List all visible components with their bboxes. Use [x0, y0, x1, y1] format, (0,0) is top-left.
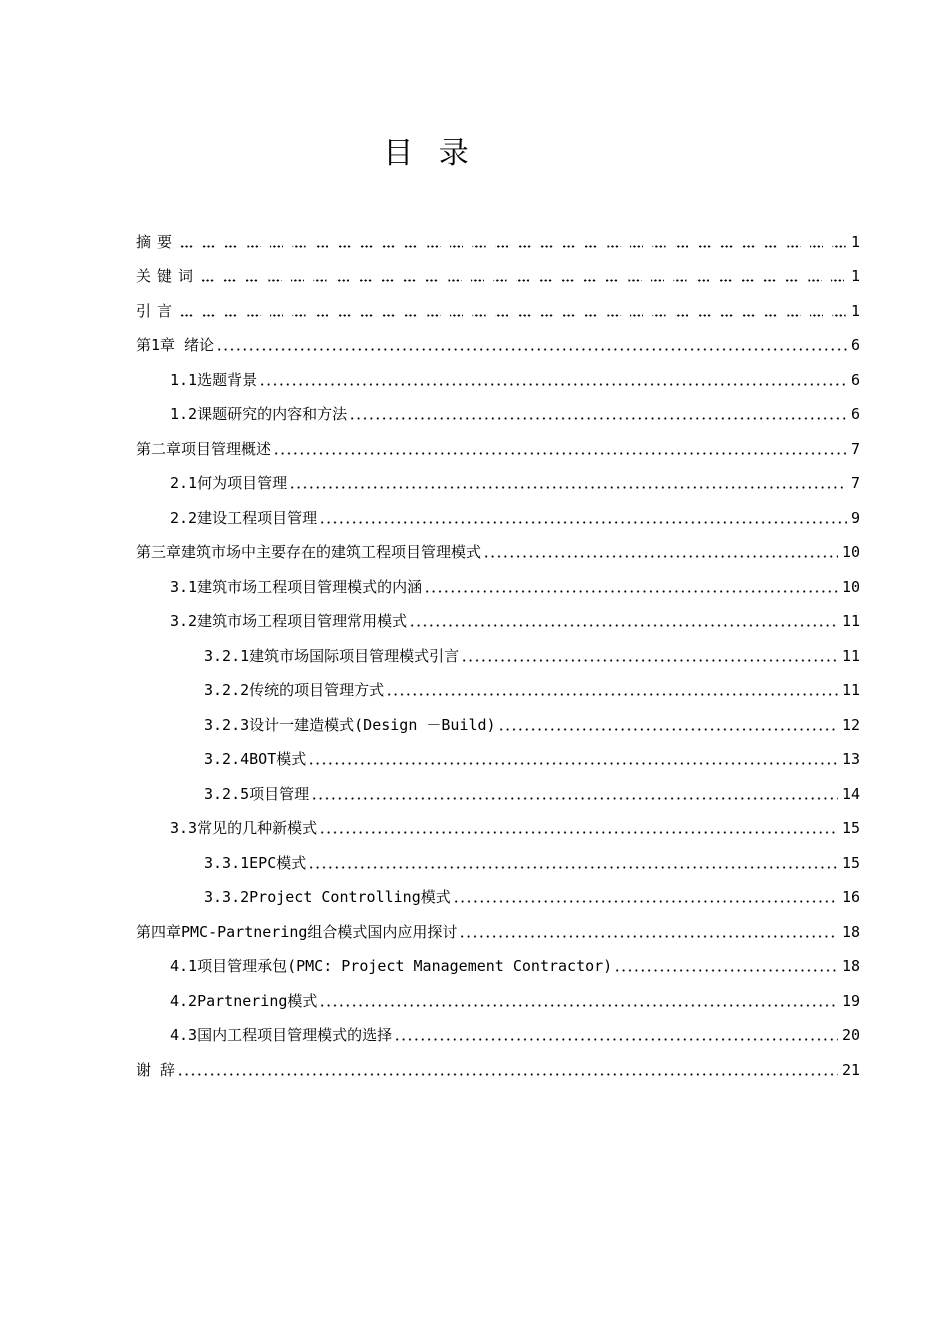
toc-dot-leader — [614, 969, 838, 972]
toc-entry-page: 20 — [841, 1026, 860, 1044]
toc-entry-label: 4.2Partnering模式 — [170, 991, 318, 1010]
toc-dot-leader — [180, 314, 847, 317]
toc-entry-label: 3.2.4BOT模式 — [204, 750, 307, 768]
toc-dot-leader — [259, 383, 847, 386]
toc-dot-leader — [308, 866, 838, 869]
toc-dot-leader — [308, 762, 838, 765]
toc-dot-leader — [394, 1038, 838, 1041]
toc-entry-label: 第二章项目管理概述 — [136, 439, 272, 458]
toc-dot-leader — [177, 1073, 838, 1076]
toc-entry-label: 2.2建设工程项目管理 — [170, 508, 318, 527]
toc-entry-label: 引言 — [136, 301, 179, 320]
toc-entry-section-3-2-5[interactable] — [136, 771, 860, 806]
toc-entry-section-3-2-4[interactable] — [136, 737, 860, 772]
toc-entry-section-3-3-1[interactable] — [136, 840, 860, 875]
toc-entry-chapter-3[interactable] — [136, 530, 860, 565]
toc-entry-label: 4.3国内工程项目管理模式的选择 — [170, 1026, 393, 1044]
toc-entry-label: 谢 辞 — [136, 1060, 176, 1079]
toc-dot-leader — [498, 728, 838, 731]
toc-dot-leader — [453, 900, 838, 903]
toc-entry-page: 1 — [850, 267, 860, 285]
toc-entry-page: 7 — [850, 474, 860, 492]
toc-entry-page: 10 — [841, 577, 860, 596]
toc-entry-section-3-1[interactable] — [136, 564, 860, 599]
toc-dot-leader — [216, 348, 847, 351]
toc-entry-page: 16 — [841, 888, 860, 906]
toc-dot-leader — [319, 1004, 838, 1007]
toc-entry-label: 3.2.1建筑市场国际项目管理模式引言 — [204, 646, 460, 665]
toc-entry-label: 关键词 — [136, 267, 200, 285]
toc-dot-leader — [409, 624, 838, 627]
toc-entry-section-3-3[interactable] — [136, 806, 860, 841]
toc-entry-introduction[interactable] — [136, 288, 860, 323]
toc-dot-leader — [319, 831, 838, 834]
toc-dot-leader — [483, 555, 838, 558]
toc-entry-page: 15 — [841, 853, 860, 872]
toc-entry-section-3-2-1[interactable] — [136, 633, 860, 668]
toc-dot-leader — [424, 590, 838, 593]
toc-entry-page: 18 — [841, 957, 860, 975]
toc-entry-label: 2.1何为项目管理 — [170, 474, 288, 492]
toc-entry-page: 18 — [841, 922, 860, 941]
toc-entry-section-4-3[interactable] — [136, 1013, 860, 1048]
toc-entry-label: 1.1选题背景 — [170, 370, 258, 389]
toc-dot-leader — [289, 486, 847, 489]
toc-entry-page: 1 — [850, 301, 860, 320]
toc-entry-chapter-4[interactable] — [136, 909, 860, 944]
toc-dot-leader — [386, 693, 838, 696]
toc-entry-label: 3.3.2Project Controlling模式 — [204, 888, 451, 906]
toc-entry-section-4-1[interactable] — [136, 944, 860, 979]
page-title: 目 录 — [383, 136, 477, 171]
toc-entry-section-2-1[interactable] — [136, 461, 860, 496]
toc-entry-page: 13 — [841, 750, 860, 768]
toc-entry-page: 11 — [841, 646, 860, 665]
toc-entry-label: 3.1建筑市场工程项目管理模式的内涵 — [170, 577, 423, 596]
toc-entry-page: 19 — [841, 991, 860, 1010]
toc-dot-leader — [459, 935, 838, 938]
toc-entry-page: 7 — [850, 439, 860, 458]
toc-dot-leader — [201, 279, 847, 282]
toc-entry-label: 摘要 — [136, 232, 179, 251]
table-of-contents — [136, 219, 860, 1082]
toc-entry-page: 1 — [850, 232, 860, 251]
toc-entry-label: 1.2课题研究的内容和方法 — [170, 405, 348, 423]
toc-entry-section-3-3-2[interactable] — [136, 875, 860, 910]
toc-entry-page: 6 — [850, 405, 860, 423]
toc-entry-label: 第三章建筑市场中主要存在的建筑工程项目管理模式 — [136, 543, 482, 561]
toc-dot-leader — [461, 659, 838, 662]
toc-entry-abstract[interactable] — [136, 219, 860, 254]
toc-entry-label: 第1章 绪论 — [136, 336, 215, 354]
toc-entry-section-3-2-2[interactable] — [136, 668, 860, 703]
toc-entry-page: 21 — [841, 1060, 860, 1079]
toc-entry-page: 9 — [850, 508, 860, 527]
toc-entry-page: 14 — [841, 784, 860, 803]
toc-entry-section-4-2[interactable] — [136, 978, 860, 1013]
toc-entry-chapter-2[interactable] — [136, 426, 860, 461]
toc-entry-label: 3.2.3设计一建造模式(Design －Build) — [204, 715, 496, 734]
toc-entry-page: 6 — [850, 370, 860, 389]
toc-dot-leader — [319, 521, 847, 524]
toc-entry-page: 10 — [841, 543, 860, 561]
toc-dot-leader — [180, 245, 847, 248]
toc-entry-label: 3.2.2传统的项目管理方式 — [204, 681, 385, 699]
toc-entry-label: 4.1项目管理承包(PMC: Project Management Contractor) — [170, 957, 613, 975]
toc-dot-leader — [273, 452, 847, 455]
toc-entry-chapter-1[interactable] — [136, 323, 860, 358]
toc-dot-leader — [311, 797, 838, 800]
toc-entry-section-3-2-3[interactable] — [136, 702, 860, 737]
toc-dot-leader — [349, 417, 847, 420]
toc-entry-page: 12 — [841, 715, 860, 734]
toc-entry-page: 6 — [850, 336, 860, 354]
toc-entry-section-1-2[interactable] — [136, 392, 860, 427]
toc-entry-acknowledgements[interactable] — [136, 1047, 860, 1082]
toc-entry-label: 3.2.5项目管理 — [204, 784, 310, 803]
toc-entry-page: 11 — [841, 681, 860, 699]
toc-entry-keywords[interactable] — [136, 254, 860, 289]
toc-entry-page: 11 — [841, 612, 860, 630]
toc-entry-label: 3.3常见的几种新模式 — [170, 819, 318, 837]
toc-entry-label: 第四章PMC-Partnering组合模式国内应用探讨 — [136, 922, 458, 941]
toc-entry-label: 3.2建筑市场工程项目管理常用模式 — [170, 612, 408, 630]
toc-entry-section-2-2[interactable] — [136, 495, 860, 530]
toc-entry-label: 3.3.1EPC模式 — [204, 853, 307, 872]
toc-entry-section-3-2[interactable] — [136, 599, 860, 634]
toc-entry-page: 15 — [841, 819, 860, 837]
toc-entry-section-1-1[interactable] — [136, 357, 860, 392]
